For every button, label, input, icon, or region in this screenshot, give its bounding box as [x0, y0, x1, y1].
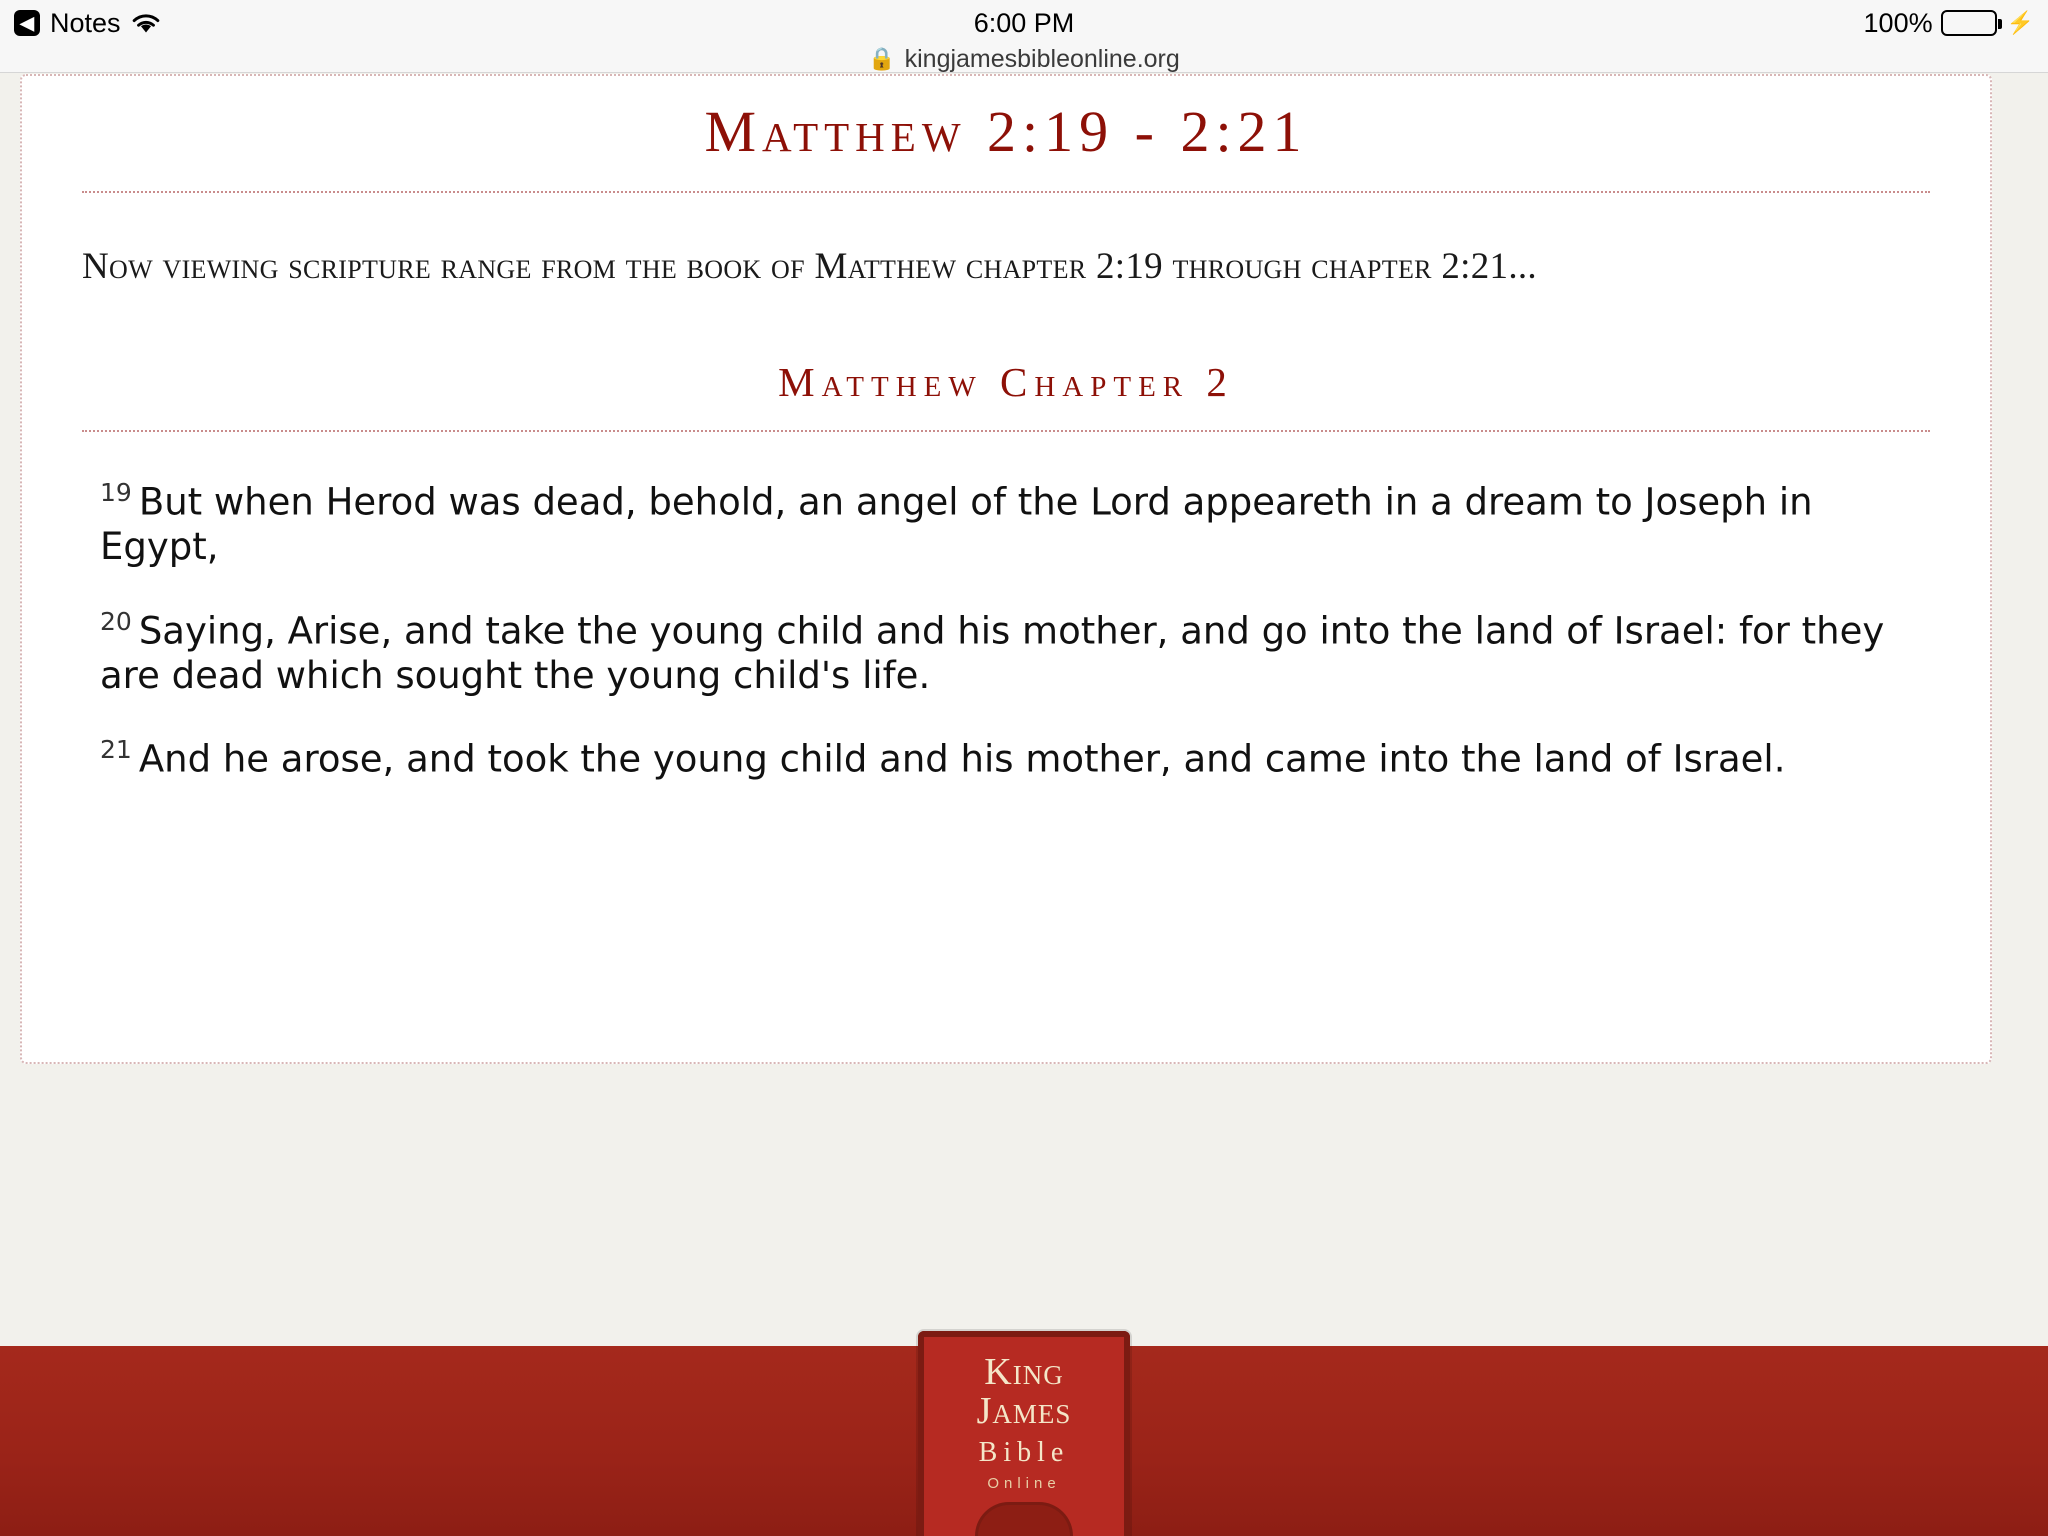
verse-text: And he arose, and took the young child and his mother, and came into the land of Israel. [138, 737, 1786, 781]
divider-top [82, 191, 1930, 193]
page-title: Matthew 2:19 - 2:21 [704, 99, 1308, 164]
back-chevron-icon[interactable]: ◀ [14, 10, 40, 36]
logo-line-online: Online [987, 1474, 1061, 1492]
back-app-label[interactable]: Notes [50, 7, 121, 38]
status-clock: 6:00 PM [973, 7, 1075, 38]
verse-item [100, 478, 1920, 570]
logo-line-james: James [976, 1389, 1072, 1432]
wifi-icon [131, 11, 161, 35]
chapter-heading: Matthew Chapter 2 [778, 359, 1234, 405]
url-text[interactable]: kingjamesbibleonline.org [904, 44, 1180, 73]
scripture-content-frame [20, 74, 1992, 1064]
status-left-group [0, 8, 434, 39]
logo-line-king: King [984, 1351, 1064, 1393]
verse-number: 19 [100, 478, 132, 507]
verse-number: 20 [100, 606, 132, 636]
kjb-logo[interactable] [918, 1331, 1130, 1536]
verse-list [100, 478, 1920, 782]
verse-item [100, 735, 1920, 781]
scripture-range-note: Now viewing scripture range from the book of Matthew chapter 2:19 through chapter 2:21... [82, 246, 1537, 287]
divider-chapter [82, 430, 1930, 432]
verse-item [100, 607, 1920, 699]
battery-icon [1941, 10, 1997, 36]
battery-percent-label: 100% [1863, 7, 1933, 38]
ios-status-bar [0, 0, 2048, 46]
logo-arch-shape [975, 1502, 1073, 1536]
browser-url-bar[interactable] [0, 46, 2048, 73]
lock-icon: 🔒 [868, 46, 896, 71]
verse-text: But when Herod was dead, behold, an angel of the Lord appeareth in a dream to Joseph in Egypt, [100, 480, 1813, 569]
site-footer-banner [0, 1346, 2048, 1536]
verse-text: Saying, Arise, and take the young child and his mother, and go into the land of Israel: for they are dead which sought the young child's life. [100, 608, 1885, 698]
logo-line-bible: Bible [978, 1436, 1070, 1468]
status-right-group [1614, 8, 2048, 39]
lightning-bolt-icon: ⚡ [2006, 10, 2034, 35]
verse-number: 21 [100, 735, 132, 765]
